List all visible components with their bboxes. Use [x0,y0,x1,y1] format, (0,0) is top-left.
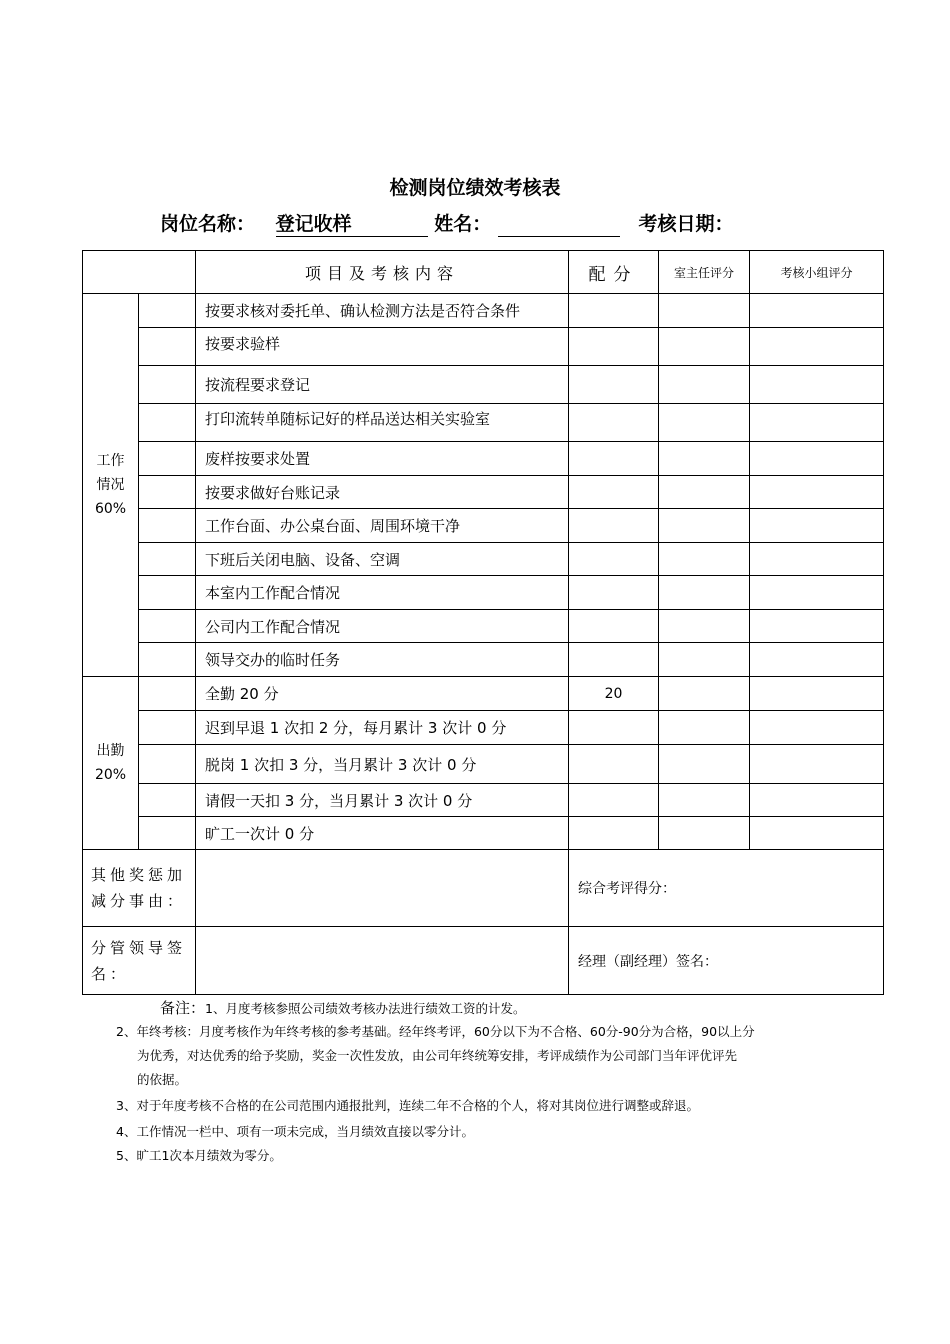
attendance-item: 全勤 20 分 [196,677,569,711]
room-head-score-cell[interactable] [659,404,750,442]
room-head-score-cell[interactable] [659,711,750,745]
position-label: 岗位名称： [160,213,256,235]
room-head-score-cell[interactable] [659,366,750,404]
score-cell[interactable] [569,745,659,784]
attendance-weight: 20% [94,767,127,783]
score-cell[interactable] [569,610,659,643]
note-1: 1、月度考核参照公司绩效考核办法进行绩效工资的计发。 [205,1001,526,1016]
leader-sign-label: 分管领导签名： [83,927,196,995]
other-reason-field[interactable] [196,850,569,927]
work-category-cell [83,294,139,677]
table-header-row [83,251,884,294]
room-head-score-cell[interactable] [659,817,750,850]
header-item: 项目及考核内容 [196,251,569,294]
group-score-cell[interactable] [750,366,884,404]
group-score-cell[interactable] [750,643,884,677]
room-head-score-cell[interactable] [659,576,750,610]
attendance-category-cell [83,677,139,850]
table-row [83,366,884,404]
score-cell[interactable] [569,817,659,850]
room-head-score-cell[interactable] [659,643,750,677]
room-head-score-cell[interactable] [659,745,750,784]
table-row [83,442,884,476]
score-cell[interactable]: 20 [569,677,659,711]
group-score-cell[interactable] [750,817,884,850]
name-label: 姓名： [434,213,492,235]
group-score-cell[interactable] [750,576,884,610]
group-score-cell[interactable] [750,543,884,576]
work-weight: 60% [94,501,127,517]
table-row [83,509,884,543]
score-cell[interactable] [569,576,659,610]
leader-sign-field[interactable] [196,927,569,995]
notes-label: 备注： [160,999,206,1017]
group-score-cell[interactable] [750,745,884,784]
work-item: 下班后关闭电脑、设备、空调 [196,543,569,576]
table-row [83,927,884,995]
name-field[interactable] [498,214,620,237]
group-score-cell[interactable] [750,509,884,543]
table-row [83,476,884,509]
header-room-head-score: 室主任评分 [659,251,750,294]
score-cell[interactable] [569,643,659,677]
table-row [83,294,884,328]
note-2b: 为优秀，对达优秀的给予奖励，奖金一次性发放，由公司年终统筹安排，考评成绩作为公司部门当年评优评先 [137,1048,738,1063]
room-head-score-cell[interactable] [659,476,750,509]
group-score-cell[interactable] [750,711,884,745]
table-row [83,817,884,850]
group-score-cell[interactable] [750,476,884,509]
table-row [83,328,884,366]
group-score-cell[interactable] [750,294,884,328]
work-category-line2: 情况 [96,477,125,493]
page-title: 检测岗位绩效考核表 [389,177,561,199]
group-score-cell[interactable] [750,784,884,817]
note-3: 3、对于年度考核不合格的在公司范围内通报批判，连续二年不合格的个人，将对其岗位进行调整或辞退。 [116,1098,699,1113]
table-row [83,850,884,927]
room-head-score-cell[interactable] [659,543,750,576]
room-head-score-cell[interactable] [659,442,750,476]
manager-sign-label[interactable]: 经理（副经理）签名： [569,927,884,995]
note-4: 4、工作情况一栏中、项有一项未完成，当月绩效直接以零分计。 [116,1124,474,1139]
table-row [83,643,884,677]
assessment-table [82,250,884,995]
note-2a: 2、年终考核：月度考核作为年终考核的参考基础。经年终考评，60分以下为不合格、60分-90分为合格，90以上分 [116,1024,755,1039]
room-head-score-cell[interactable] [659,677,750,711]
score-cell[interactable] [569,543,659,576]
room-head-score-cell[interactable] [659,294,750,328]
table-row [83,610,884,643]
note-2c: 的依据。 [137,1072,188,1087]
group-score-cell[interactable] [750,404,884,442]
table-row [83,711,884,745]
score-cell[interactable] [569,404,659,442]
work-item: 工作台面、办公桌台面、周围环境干净 [196,509,569,543]
header-group-score: 考核小组评分 [750,251,884,294]
table-row [83,576,884,610]
score-cell[interactable] [569,509,659,543]
attendance-item: 请假一天扣 3 分，当月累计 3 次计 0 分 [196,784,569,817]
room-head-score-cell[interactable] [659,509,750,543]
date-label: 考核日期： [638,213,734,235]
notes-row-1 [160,996,525,1021]
attendance-item: 脱岗 1 次扣 3 分，当月累计 3 次计 0 分 [196,745,569,784]
attendance-category: 出勤 [96,743,125,759]
form-header [160,209,734,237]
note-5: 5、旷工1次本月绩效为零分。 [116,1148,282,1163]
score-cell[interactable] [569,784,659,817]
table-row [83,784,884,817]
score-cell[interactable] [569,366,659,404]
work-item: 按要求验样 [196,328,569,366]
score-cell[interactable] [569,442,659,476]
work-item: 领导交办的临时任务 [196,643,569,677]
score-cell[interactable] [569,711,659,745]
table-row [83,543,884,576]
score-cell[interactable] [569,328,659,366]
work-item: 公司内工作配合情况 [196,610,569,643]
work-item: 按要求做好台账记录 [196,476,569,509]
header-score: 配分 [569,251,659,294]
work-item: 按要求核对委托单、确认检测方法是否符合条件 [196,294,569,328]
table-row [83,677,884,711]
group-score-cell[interactable] [750,328,884,366]
table-row [83,404,884,442]
table-row [83,745,884,784]
other-reason-label: 其他奖惩加减分事由： [83,850,196,927]
position-value: 登记收样 [276,209,428,237]
score-cell[interactable] [569,476,659,509]
group-score-cell[interactable] [750,610,884,643]
total-score-label[interactable]: 综合考评得分： [569,850,884,927]
header-blank-cell [83,251,196,294]
room-head-score-cell[interactable] [659,610,750,643]
work-item: 按流程要求登记 [196,366,569,404]
group-score-cell[interactable] [750,677,884,711]
work-category-line1: 工作 [96,453,125,469]
room-head-score-cell[interactable] [659,784,750,817]
work-item: 废样按要求处置 [196,442,569,476]
group-score-cell[interactable] [750,442,884,476]
room-head-score-cell[interactable] [659,328,750,366]
score-cell[interactable] [569,294,659,328]
work-item: 打印流转单随标记好的样品送达相关实验室 [196,404,569,442]
attendance-item: 迟到早退 1 次扣 2 分，每月累计 3 次计 0 分 [196,711,569,745]
attendance-item: 旷工一次计 0 分 [196,817,569,850]
work-item: 本室内工作配合情况 [196,576,569,610]
